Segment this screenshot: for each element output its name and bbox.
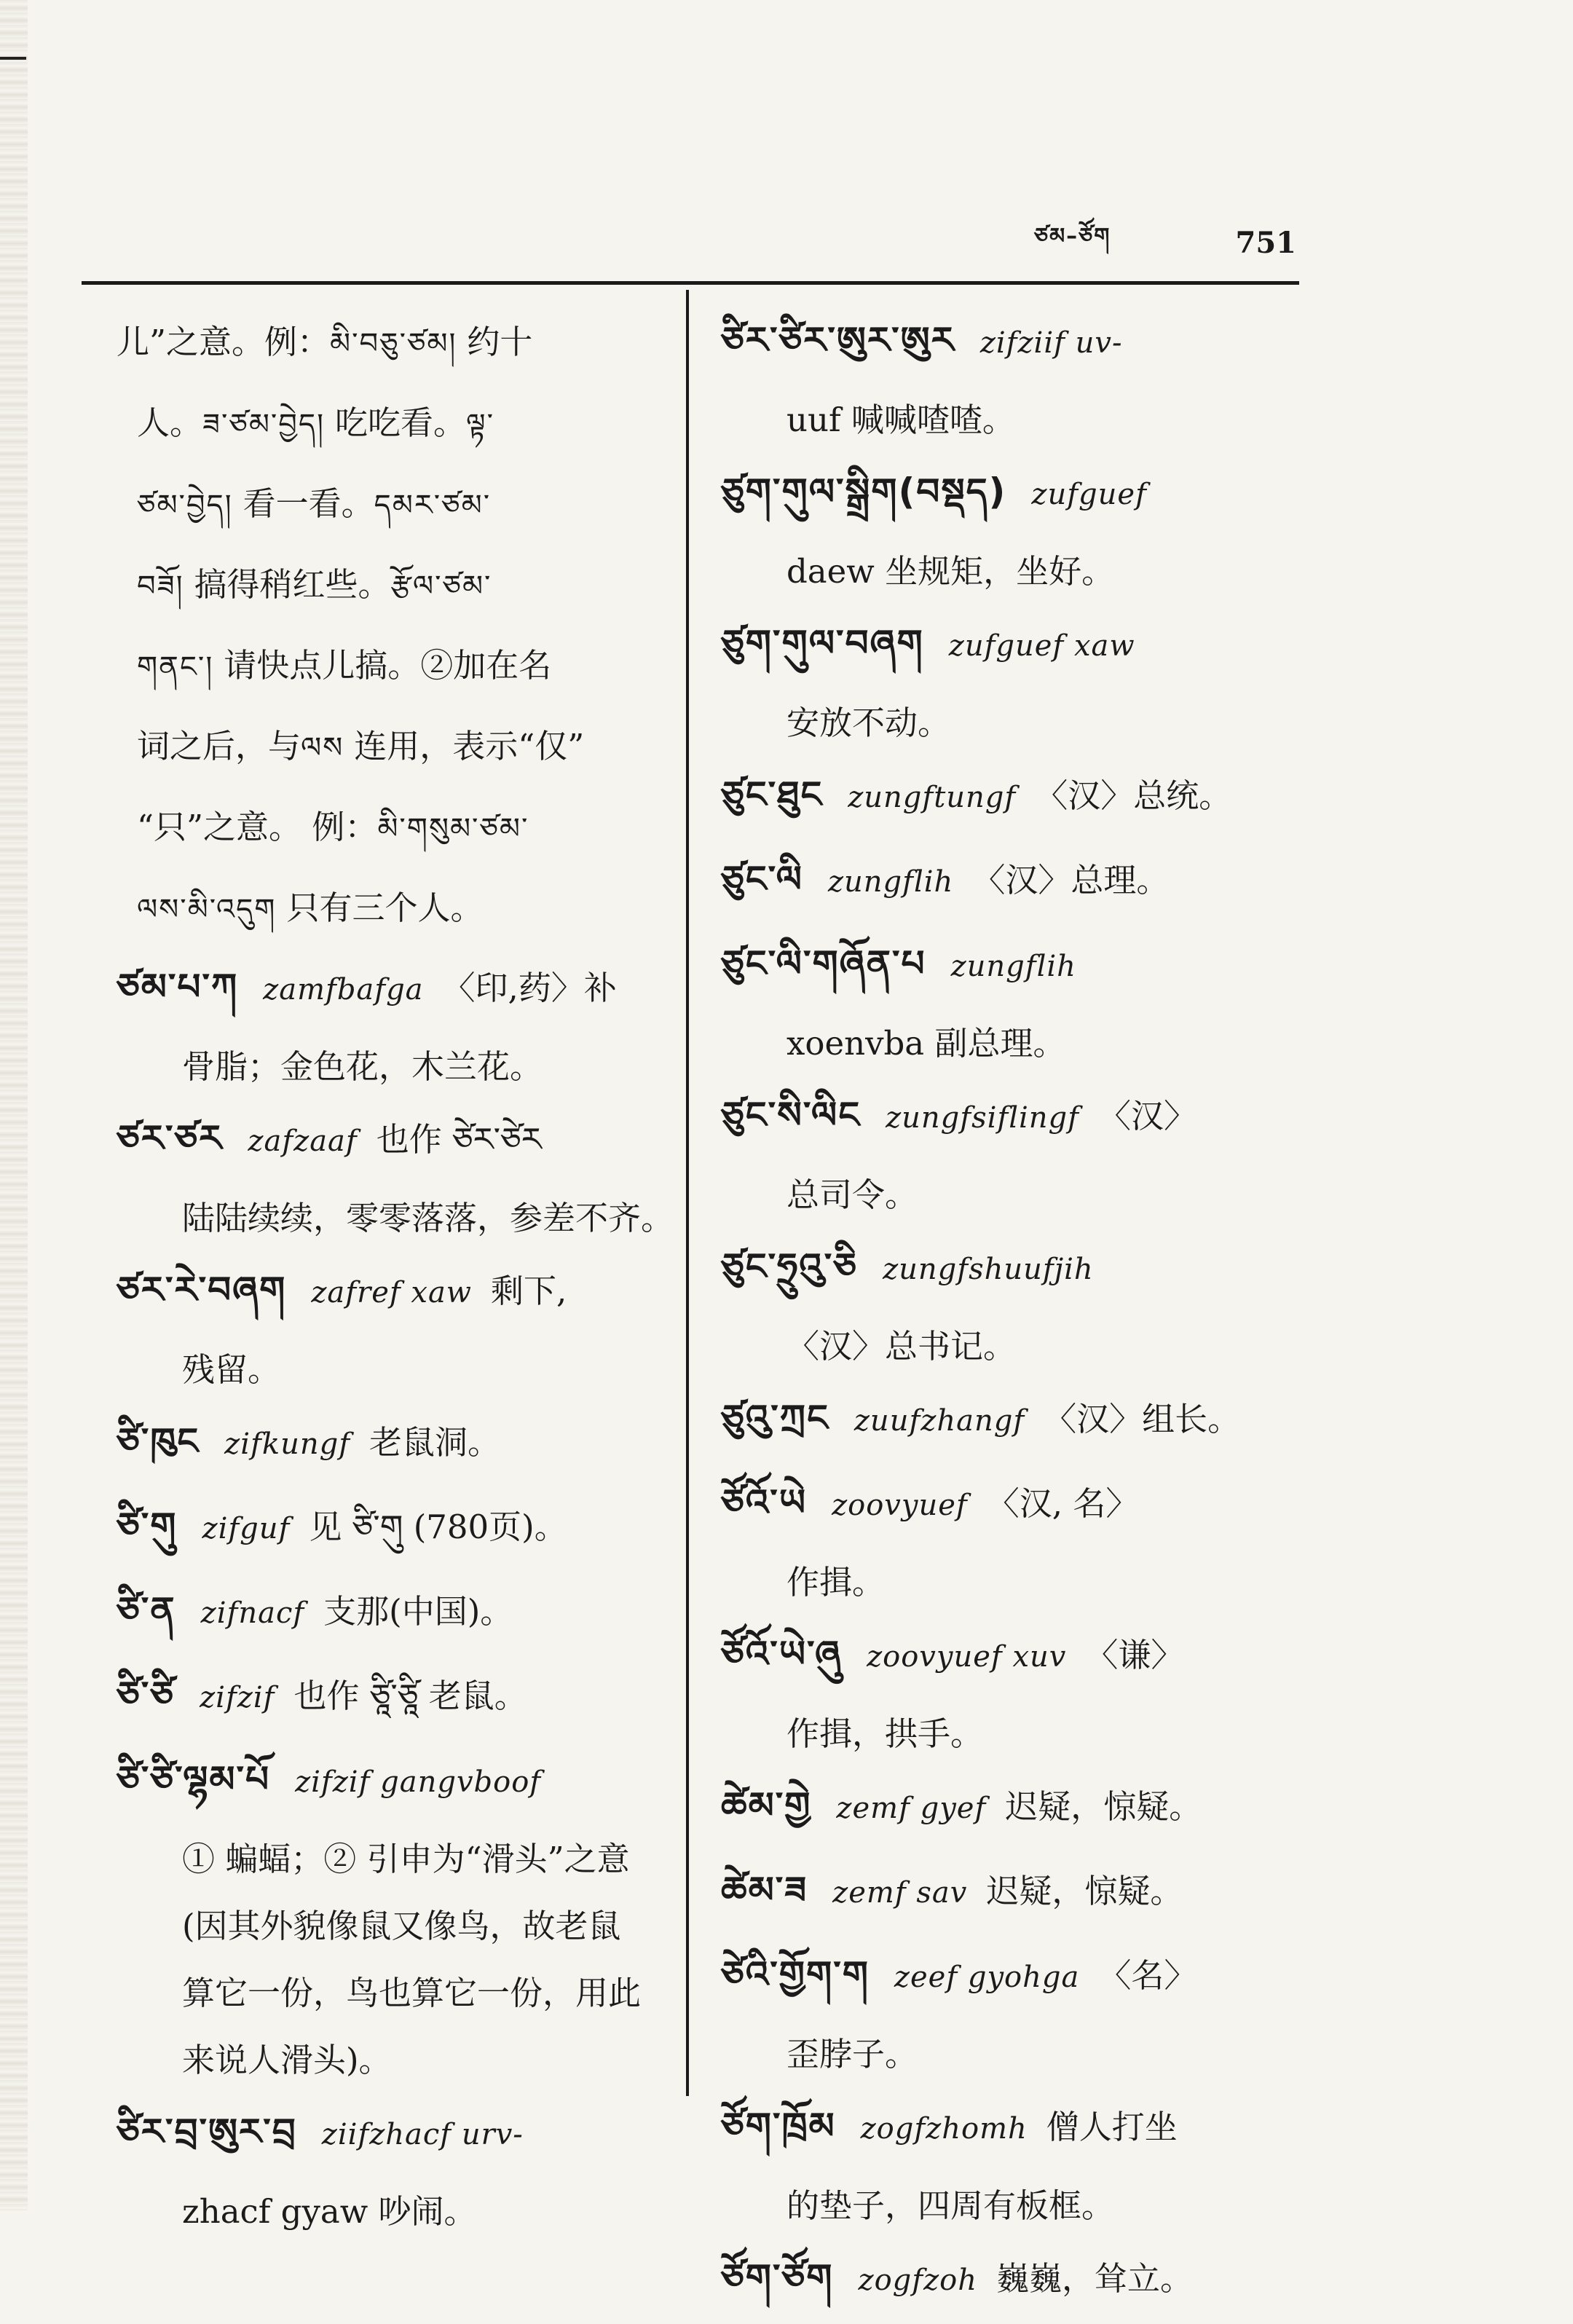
carryover-text: [117, 302, 670, 949]
definition: 也作 ཙཱི་ཙཱི 老鼠。: [293, 1677, 527, 1715]
entry-headline: [721, 1077, 1318, 1162]
definition-continuation: ① 蝙蝠；② 引申为“滑头”之意: [182, 1840, 630, 1878]
romanization: zemf gyef: [836, 1792, 987, 1825]
carryover-line: [117, 545, 670, 626]
dictionary-entry: [117, 1488, 670, 1572]
tibetan-example: ལྟ་: [466, 408, 495, 441]
definition: 巍巍，耸立。: [996, 2259, 1193, 2298]
definition: 〈谦〉: [1085, 1636, 1184, 1674]
entry-headline: [117, 1100, 670, 1185]
dictionary-entry: [721, 454, 1318, 605]
dictionary-entry: [721, 2240, 1318, 2324]
definition-continuation: 总司令。: [786, 1175, 918, 1214]
romanization: zifzif gangvboof: [295, 1765, 542, 1799]
definition-continuation: 作揖。: [786, 1563, 886, 1602]
romanization: zufguef xaw: [948, 629, 1135, 663]
definition-continuation: uuf 喊喊喳喳。: [786, 401, 1015, 439]
definition: 迟疑，惊疑。: [986, 1872, 1183, 1910]
headword-tibetan: ཙུང་ལི: [721, 858, 803, 900]
tibetan-example: མི་གསུམ་ཙམ་: [377, 812, 529, 846]
dictionary-entry: [721, 1229, 1318, 1380]
definition-continuation: 骨脂；金色花，木兰花。: [182, 1047, 543, 1086]
definition-continuation: 陆陆续续，零零落落，参差不齐。: [182, 1199, 674, 1237]
headword-tibetan: ཙུང་ལི་གཞོན་པ: [721, 942, 926, 985]
definition-continuation: 来说人滑头)。: [182, 2041, 392, 2079]
romanization: zungfshuufjih: [883, 1253, 1094, 1286]
entry-headline: [721, 605, 1318, 690]
romanization: zufguef: [1031, 478, 1147, 511]
headword-tibetan: ཙུའུ་ཀྲང: [721, 1397, 829, 1439]
dictionary-entry: [721, 1852, 1318, 1937]
chinese-text: 搞得稍红些。: [194, 565, 391, 604]
carryover-line: [117, 868, 670, 949]
carryover-line: [117, 383, 670, 464]
chinese-text: 看一看。: [243, 484, 374, 523]
carryover-line: [117, 302, 670, 383]
tibetan-example: ལས་མི་འདུག: [137, 893, 277, 926]
carryover-line: [117, 464, 670, 545]
romanization: zoovyuef: [832, 1489, 968, 1522]
dictionary-entry: [721, 1616, 1318, 1768]
tibetan-example: རྩོལ་ཙམ་: [390, 570, 492, 603]
definition: 〈汉〉: [1097, 1097, 1196, 1135]
chinese-text: 请快点儿搞。②加在名: [224, 646, 552, 685]
definition: 见 ཙི་གུ (780页)。: [309, 1508, 567, 1546]
page-number: 751: [1235, 225, 1296, 260]
entry-headline: [117, 1741, 670, 1826]
definition-continuation: 安放不动。: [786, 704, 951, 742]
headword-tibetan: ཚེམ་གྱེ: [721, 1784, 812, 1827]
right-entries: [721, 302, 1318, 2324]
headword-tibetan: ཚེམ་ཟ: [721, 1869, 808, 1911]
dictionary-entry: [117, 1403, 670, 1488]
dictionary-entry: [721, 841, 1318, 926]
entry-headline: [721, 1465, 1318, 1549]
romanization: zifguf: [202, 1512, 291, 1545]
chinese-text: 吃吃看。: [334, 403, 466, 442]
romanization: zifzif: [200, 1681, 275, 1714]
romanization: zungftungf: [848, 781, 1017, 814]
dictionary-entry: [721, 757, 1318, 841]
headword-tibetan: ཙོའོ་ཡེ་ཞུ: [721, 1633, 843, 1675]
headword-tibetan: ཙི་གུ: [117, 1505, 178, 1547]
romanization: zifkungf: [224, 1427, 350, 1461]
tibetan-example: མི་བཅུ་ཙམ།: [330, 327, 457, 361]
tibetan-example: ཙམ་བྱེད།: [137, 489, 233, 522]
entry-headline: [721, 1768, 1318, 1852]
headword-tibetan: ཙོག་ཙོག: [721, 2256, 834, 2299]
romanization: ziifzhacf urv-: [321, 2118, 524, 2151]
entry-headline: [721, 1380, 1318, 1465]
definition-continuation: daew 坐规矩，坐好。: [786, 552, 1115, 591]
dictionary-entry: [721, 1937, 1318, 2088]
definition: 也作 ཙེར་ཙེར: [376, 1120, 542, 1159]
definition: 老鼠洞。: [369, 1423, 501, 1462]
guide-word: ཙམ–ཙོག: [1034, 224, 1111, 249]
definition-continuation: (因其外貌像鼠又像鸟，故老鼠: [182, 1907, 621, 1945]
headword-tibetan: ཙི་ཙི: [117, 1674, 176, 1716]
entry-headline: [721, 302, 1318, 387]
chinese-text: “只”之意。 例：: [137, 808, 378, 846]
tibetan-example: དམར་ཙམ་: [374, 489, 492, 522]
romanization: zungflih: [827, 865, 954, 899]
romanization: zogfzhomh: [860, 2112, 1028, 2146]
chinese-text: 儿”之意。例：: [117, 323, 331, 361]
entry-headline: [721, 1229, 1318, 1313]
entry-headline: [117, 1488, 670, 1572]
entry-headline: [721, 2088, 1318, 2173]
headword-tibetan: ཙོའོ་ཡེ: [721, 1481, 808, 1524]
headword-tibetan: ཙི་ཙི་ལྷམ་པོ: [117, 1758, 271, 1800]
definition: 支那(中国)。: [323, 1592, 513, 1631]
chinese-text: 约十: [467, 323, 533, 361]
headword-tibetan: ཙུག་གུལ་སྒྲིག(བསྡད): [721, 470, 1007, 513]
romanization: zuufzhangf: [853, 1404, 1025, 1438]
carryover-line: [117, 787, 670, 868]
tibetan-example: བཟོ།: [137, 570, 184, 603]
chinese-text: 词之后，与: [137, 727, 301, 765]
headword-tibetan: ཙོག་ཁྲོམ: [721, 2105, 836, 2147]
headword-tibetan: ཙུང་སི་ལིང: [721, 1094, 862, 1136]
dictionary-entry: [721, 1768, 1318, 1852]
definition: 〈名〉: [1098, 1956, 1197, 1995]
definition-continuation: zhacf gyaw 吵闹。: [182, 2192, 477, 2231]
entry-headline: [117, 1572, 670, 1657]
definition: 〈汉〉总理。: [972, 861, 1170, 899]
dictionary-entry: [117, 1657, 670, 1741]
carryover-line: [117, 626, 670, 706]
dictionary-entry: [721, 302, 1318, 454]
entry-headline: [721, 757, 1318, 841]
entry-headline: [117, 949, 670, 1033]
entry-headline: [117, 1252, 670, 1336]
headword-tibetan: ཙུག་གུལ་བཞག: [721, 622, 924, 664]
carryover-line: [117, 706, 670, 787]
dictionary-entry: [721, 926, 1318, 1077]
definition-continuation: xoenvba 副总理。: [786, 1024, 1066, 1063]
tibetan-example: ཟ་ཙམ་བྱེད།: [202, 408, 325, 441]
dictionary-entry: [117, 1252, 670, 1403]
definition: 僧人打坐: [1046, 2108, 1178, 2146]
dictionary-entry: [117, 1572, 670, 1657]
definition-continuation: 算它一份，鸟也算它一份，用此: [182, 1974, 642, 2012]
scan-edge: [0, 0, 28, 2210]
romanization: zafzaaf: [248, 1124, 358, 1158]
dictionary-entry: [117, 2094, 670, 2245]
headword-tibetan: ཙུང་ཐུང: [721, 773, 824, 816]
dictionary-entry: [117, 949, 670, 1100]
entry-headline: [721, 454, 1318, 538]
headword-tibetan: ཙིར་ཙིར་ཨུར་ཨུར: [721, 319, 955, 361]
romanization: zemf sav: [832, 1876, 968, 1910]
headword-tibetan: ཙི་ཁུང: [117, 1420, 200, 1462]
left-entries: [117, 949, 674, 2245]
definition: 〈汉〉组长。: [1044, 1400, 1241, 1438]
chinese-text: 人。: [137, 403, 203, 442]
chinese-text: 连用，表示“仅”: [354, 727, 585, 765]
romanization: zamfbafga: [263, 973, 424, 1007]
definition-continuation: 残留。: [182, 1350, 281, 1389]
definition: 剩下,: [491, 1272, 567, 1310]
headword-tibetan: ཙར་རེ་བཞག: [117, 1269, 287, 1311]
definition: 〈印,药〉补: [442, 969, 617, 1007]
tibetan-example: ལས: [301, 731, 344, 765]
entry-headline: [721, 926, 1318, 1010]
entry-headline: [117, 1657, 670, 1741]
romanization: zungflih: [950, 950, 1076, 983]
headword-tibetan: ཙུང་ཧྲུའུ་ཅི: [721, 1245, 859, 1288]
entry-headline: [721, 841, 1318, 926]
definition: 〈汉, 名〉: [986, 1484, 1139, 1523]
romanization: zungfsiflingf: [886, 1101, 1079, 1135]
headword-tibetan: ཙེའི་གྱོག་ག: [721, 1953, 870, 1996]
column-divider: [686, 290, 689, 2096]
definition: 迟疑，惊疑。: [1005, 1787, 1202, 1826]
entry-headline: [117, 1403, 670, 1488]
entry-headline: [721, 1852, 1318, 1937]
entry-headline: [117, 2094, 670, 2178]
running-header: [1034, 217, 1296, 268]
romanization: zoovyuef xuv: [867, 1640, 1067, 1674]
headword-tibetan: ཙིར་བྲ་ཨུར་བྲ: [117, 2111, 297, 2153]
romanization: zifnacf: [200, 1596, 305, 1630]
header-rule: [82, 281, 1299, 285]
definition: 〈汉〉总统。: [1035, 776, 1232, 815]
dictionary-entry: [117, 1100, 674, 1252]
romanization: zifziif uv-: [979, 326, 1123, 360]
left-column: [117, 302, 674, 2245]
dictionary-entry: [721, 2088, 1318, 2240]
definition-continuation: 〈汉〉总书记。: [786, 1327, 1017, 1366]
chinese-text: 只有三个人。: [286, 889, 484, 927]
dictionary-entry: [721, 605, 1318, 757]
entry-headline: [721, 1616, 1318, 1701]
definition-continuation: 的垫子，四周有板框。: [786, 2186, 1115, 2225]
entry-headline: [721, 1937, 1318, 2021]
dictionary-entry: [721, 1077, 1318, 1229]
dictionary-entry: [721, 1380, 1318, 1465]
definition-continuation: 作揖，拱手。: [786, 1714, 984, 1753]
entry-headline: [721, 2240, 1318, 2324]
edge-mark: [0, 57, 26, 60]
headword-tibetan: ཙར་ཙར: [117, 1117, 224, 1159]
headword-tibetan: ཙི་ན: [117, 1589, 176, 1631]
dictionary-entry: [117, 1741, 670, 2094]
romanization: zeef gyohga: [894, 1961, 1080, 1994]
romanization: zafref xaw: [311, 1276, 473, 1309]
right-column: [721, 302, 1318, 2324]
headword-tibetan: ཙམ་པ་ཀ: [117, 966, 239, 1008]
romanization: zogfzoh: [858, 2264, 977, 2297]
tibetan-example: གནང་།: [137, 650, 214, 684]
definition-continuation: 歪脖子。: [786, 2035, 918, 2073]
dictionary-entry: [721, 1465, 1318, 1616]
